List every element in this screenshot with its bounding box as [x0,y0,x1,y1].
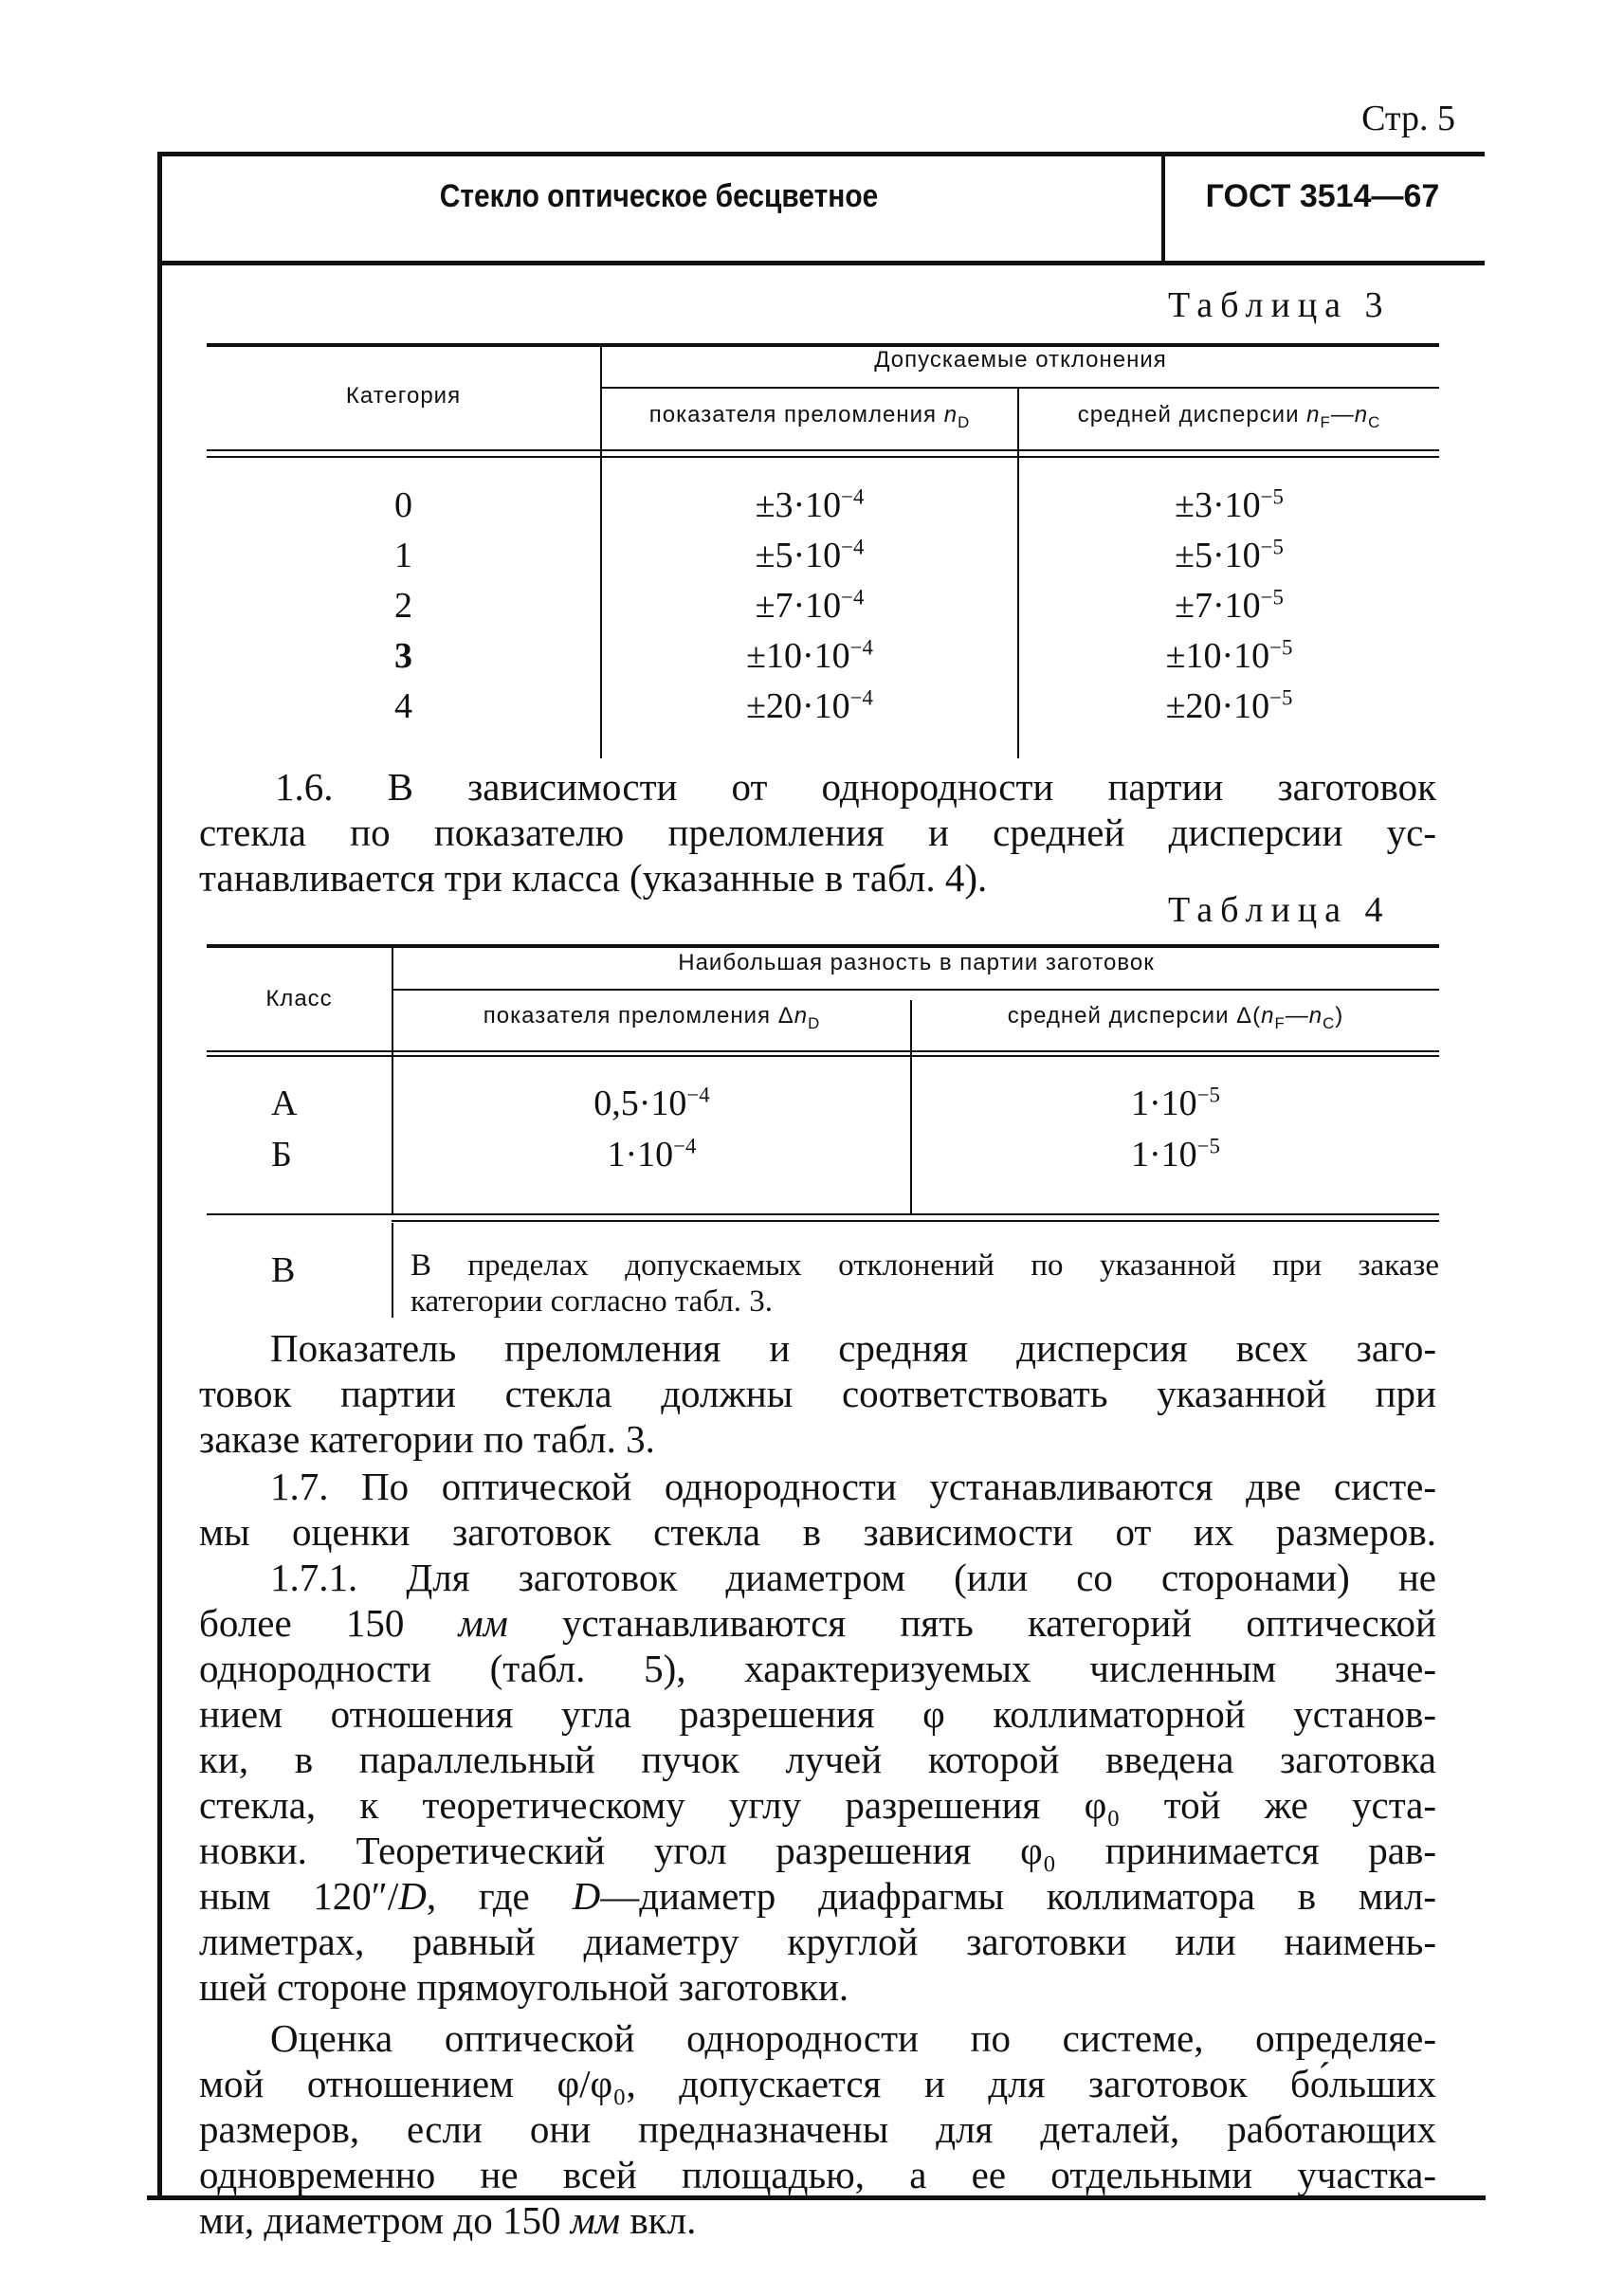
table3-refraction: $\pm 7\cdot 10^{-4}$ [755,585,865,626]
table3-category: 1 [394,536,412,575]
table4-refraction: $1\cdot 10^{-4}$ [607,1134,697,1175]
paragraph-line: 1.6. В зависимости от однородности партии заготовок [275,765,1436,809]
table3-dispersion: $\pm 10\cdot 10^{-5}$ [1165,635,1293,676]
table4-header-dispersion: средней дисперсии $\Delta(n_F—n_C)$ [1007,1003,1344,1032]
paragraph-after-table4 [199,1325,1436,1462]
table3-header-dispersion: средней дисперсии $n_F—n_C$ [1077,402,1381,431]
table4-refraction: $0,5\cdot 10^{-4}$ [593,1083,710,1123]
standard-code: ГОСТ 3514—67 [1205,178,1440,214]
frame-top-border [157,152,1485,156]
paragraph-last [199,2015,1436,2243]
paragraph-line: стекла, к теоретическому углу разрешения φ₀ той же уста- [199,1783,1436,1827]
paragraph-1-6 [199,764,1436,901]
paragraph-line: мы оценки заготовок стекла в зависимости от их размеров. [199,1510,1436,1554]
table3-header-rule-2 [207,456,1439,458]
paragraph-line: ным 120″/D, где D—диаметр диафрагмы коллиматора в мил- [199,1874,1436,1918]
table4-header-refraction: показателя преломления $\Delta n_D$ [483,1003,821,1032]
table3-dispersion: $\pm 3\cdot 10^{-5}$ [1175,484,1284,525]
table4-class: В [271,1250,296,1290]
table3-header-refraction: показателя преломления $n_D$ [648,402,971,431]
paragraph-1-7-1 [199,1555,1436,2010]
document-title: Стекло оптическое бесцветное [439,178,879,214]
table3-refraction: $\pm 10\cdot 10^{-4}$ [746,635,873,676]
table3-refraction: $\pm 20\cdot 10^{-4}$ [746,685,873,726]
table3-header-category: Категория [345,383,462,409]
paragraph-line: мой отношением φ/φ₀, допускается и для заготовок бо́льших [199,2062,1436,2105]
table3-dispersion: $\pm 5\cdot 10^{-5}$ [1175,535,1284,575]
paragraph-line: одновременно не всей площадью, а ее отдельными участка- [199,2153,1436,2196]
table3-category: 4 [394,686,412,726]
table3-dispersion: $\pm 20\cdot 10^{-5}$ [1165,685,1293,726]
paragraph-line: шей стороне прямоугольной заготовки. [199,1965,849,2009]
table3-caption: Таблица 3 [1168,285,1391,325]
paragraph-line: ми, диаметром до 150 мм вкл. [199,2198,697,2242]
table3-refraction: $\pm 5\cdot 10^{-4}$ [755,535,865,575]
paragraph-line: ки, в параллельный пучок лучей которой введена заготовка [199,1738,1436,1781]
table3-category: 3 [394,636,412,676]
frame-header-divider [1161,152,1165,264]
table3-refraction: $\pm 3\cdot 10^{-4}$ [755,484,865,525]
table4-section-rule-2 [392,1220,1439,1222]
table4-row-v-text: В пределах допускаемых отклонений по указанной при заказе категории согласно табл. 3. [411,1248,1439,1319]
table4-caption: Таблица 4 [1168,890,1391,930]
page-number: Стр. 5 [1361,99,1455,138]
table4-class: Б [271,1135,292,1175]
paragraph-line: 1.7.1. Для заготовок диаметром (или со сторонами) не [270,1556,1436,1599]
table3-header-group: Допускаемые отклонения [874,347,1167,373]
table4-header-rule-2 [207,1055,1439,1057]
frame-header-bottom [157,261,1485,265]
paragraph-line: Показатель преломления и средняя дисперсия всех заго- [270,1326,1436,1370]
paragraph-line: новки. Теоретический угол разрешения φ₀ принимается рав- [199,1829,1436,1872]
table4-header-group: Наибольшая разность в партии заготовок [678,950,1155,975]
paragraph-1-7 [199,1464,1436,1555]
table4-header-class: Класс [265,986,333,1011]
table4-dispersion: $1\cdot 10^{-5}$ [1131,1083,1220,1123]
table4-dispersion: $1\cdot 10^{-5}$ [1131,1134,1220,1175]
paragraph-line: танавливается три класса (указанные в табл. 4). [199,856,988,900]
paragraph-line: стекла по показателю преломления и средней дисперсии ус- [199,811,1436,854]
table3-category: 0 [394,485,412,525]
paragraph-line: нием отношения угла разрешения φ коллиматорной установ- [199,1692,1436,1736]
paragraph-line: заказе категории по табл. 3. [199,1417,655,1461]
table4-class: А [271,1084,298,1123]
table3-category: 2 [394,586,412,626]
paragraph-line: товок партии стекла должны соответствовать указанной при [199,1372,1436,1415]
table3-header-rule-1 [207,449,1439,451]
table4-header-rule-1 [207,1050,1439,1052]
frame-left-border [157,152,162,2199]
paragraph-line: лиметрах, равный диаметру круглой заготовки или наимень- [199,1920,1436,1963]
table3-group-rule [600,387,1439,389]
table4-group-rule [392,989,1439,991]
table4-section-rule-1 [207,1213,1439,1215]
paragraph-line: однородности (табл. 5), характеризуемых численным значе- [199,1647,1436,1690]
paragraph-line: 1.7. По оптической однородности устанавливаются две систе- [270,1465,1436,1508]
paragraph-line: Оценка оптической однородности по системе, определяе- [270,2016,1436,2060]
table3-dispersion: $\pm 7\cdot 10^{-5}$ [1175,585,1284,626]
paragraph-line: более 150 мм устанавливаются пять категорий оптической [199,1601,1436,1645]
paragraph-line: размеров, если они предназначены для деталей, работающих [199,2107,1436,2151]
